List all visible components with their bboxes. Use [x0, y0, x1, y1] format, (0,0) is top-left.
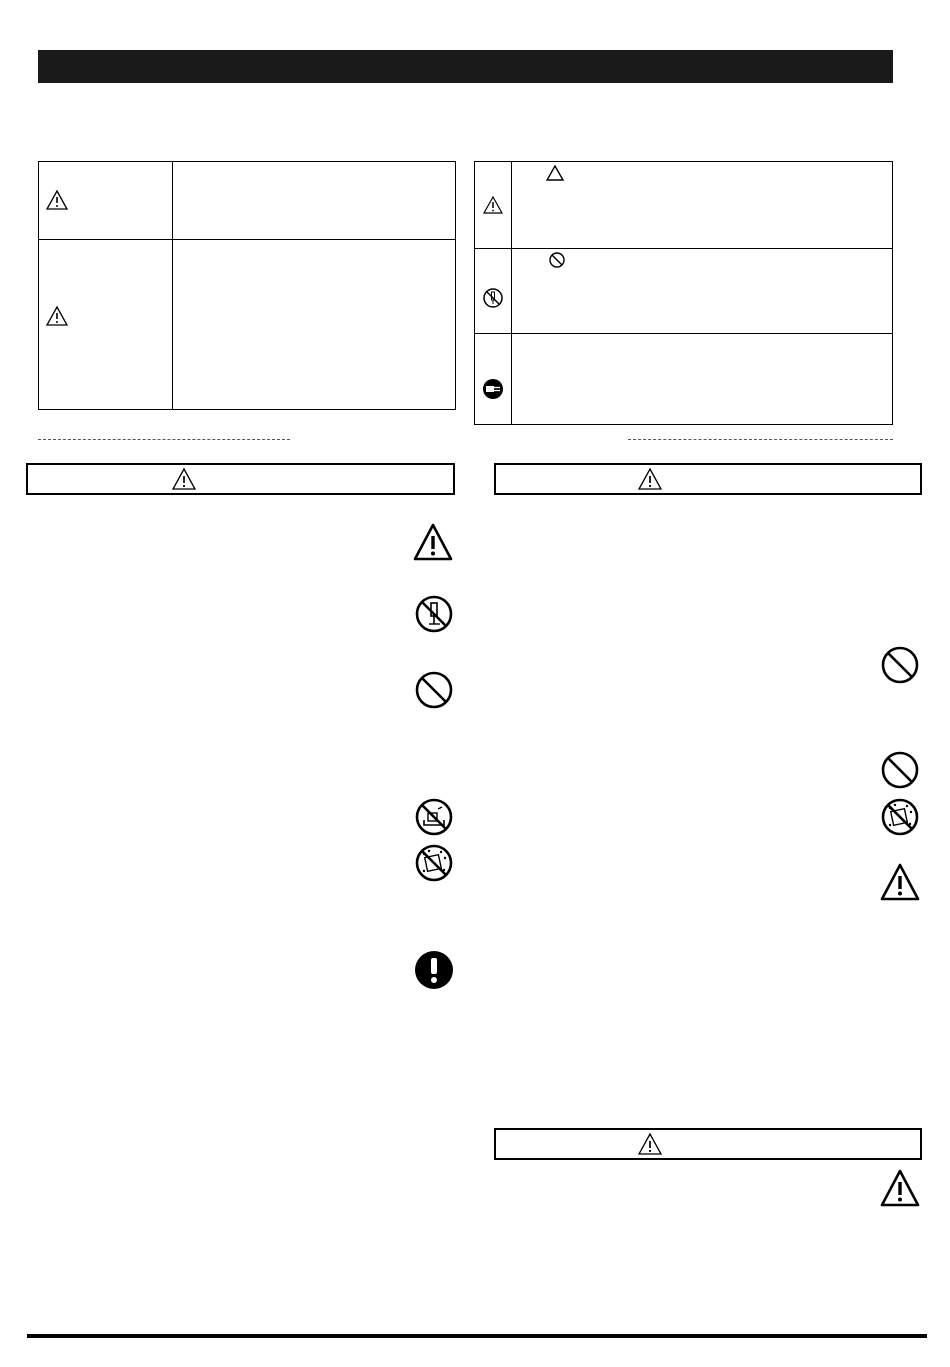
- page-title-bar: [38, 50, 893, 83]
- no-wet-hands-icon: [414, 843, 454, 883]
- symbol-definition-table-left: [38, 161, 456, 410]
- no-disassembly-icon: [482, 287, 504, 309]
- caution-triangle-icon: [637, 1132, 663, 1156]
- caution-triangle-icon: [482, 195, 504, 215]
- no-water-icon: [414, 797, 454, 837]
- caution-banner: [494, 1128, 922, 1160]
- symbol-definition-table-right: [474, 161, 893, 425]
- prohibited-icon: [414, 670, 454, 710]
- footer-rule: [27, 1334, 927, 1338]
- prohibited-icon: [880, 645, 920, 685]
- caution-triangle-icon: [545, 164, 565, 182]
- warning-banner: [26, 463, 455, 495]
- caution-triangle-icon: [45, 305, 69, 327]
- prohibited-icon: [880, 750, 920, 790]
- caution-triangle-icon: [879, 1168, 921, 1208]
- prohibited-icon: [548, 251, 566, 269]
- section-divider: [628, 439, 893, 440]
- caution-triangle-icon: [171, 467, 197, 491]
- section-divider: [38, 439, 290, 440]
- no-wet-hands-icon: [880, 797, 920, 837]
- caution-triangle-icon: [45, 189, 69, 211]
- mandatory-action-icon: [414, 950, 454, 990]
- caution-triangle-icon: [879, 862, 921, 902]
- warning-banner: [494, 463, 922, 495]
- caution-triangle-icon: [637, 467, 663, 491]
- no-disassembly-icon: [414, 594, 454, 634]
- unplug-icon: [482, 378, 504, 400]
- caution-triangle-icon: [412, 522, 454, 562]
